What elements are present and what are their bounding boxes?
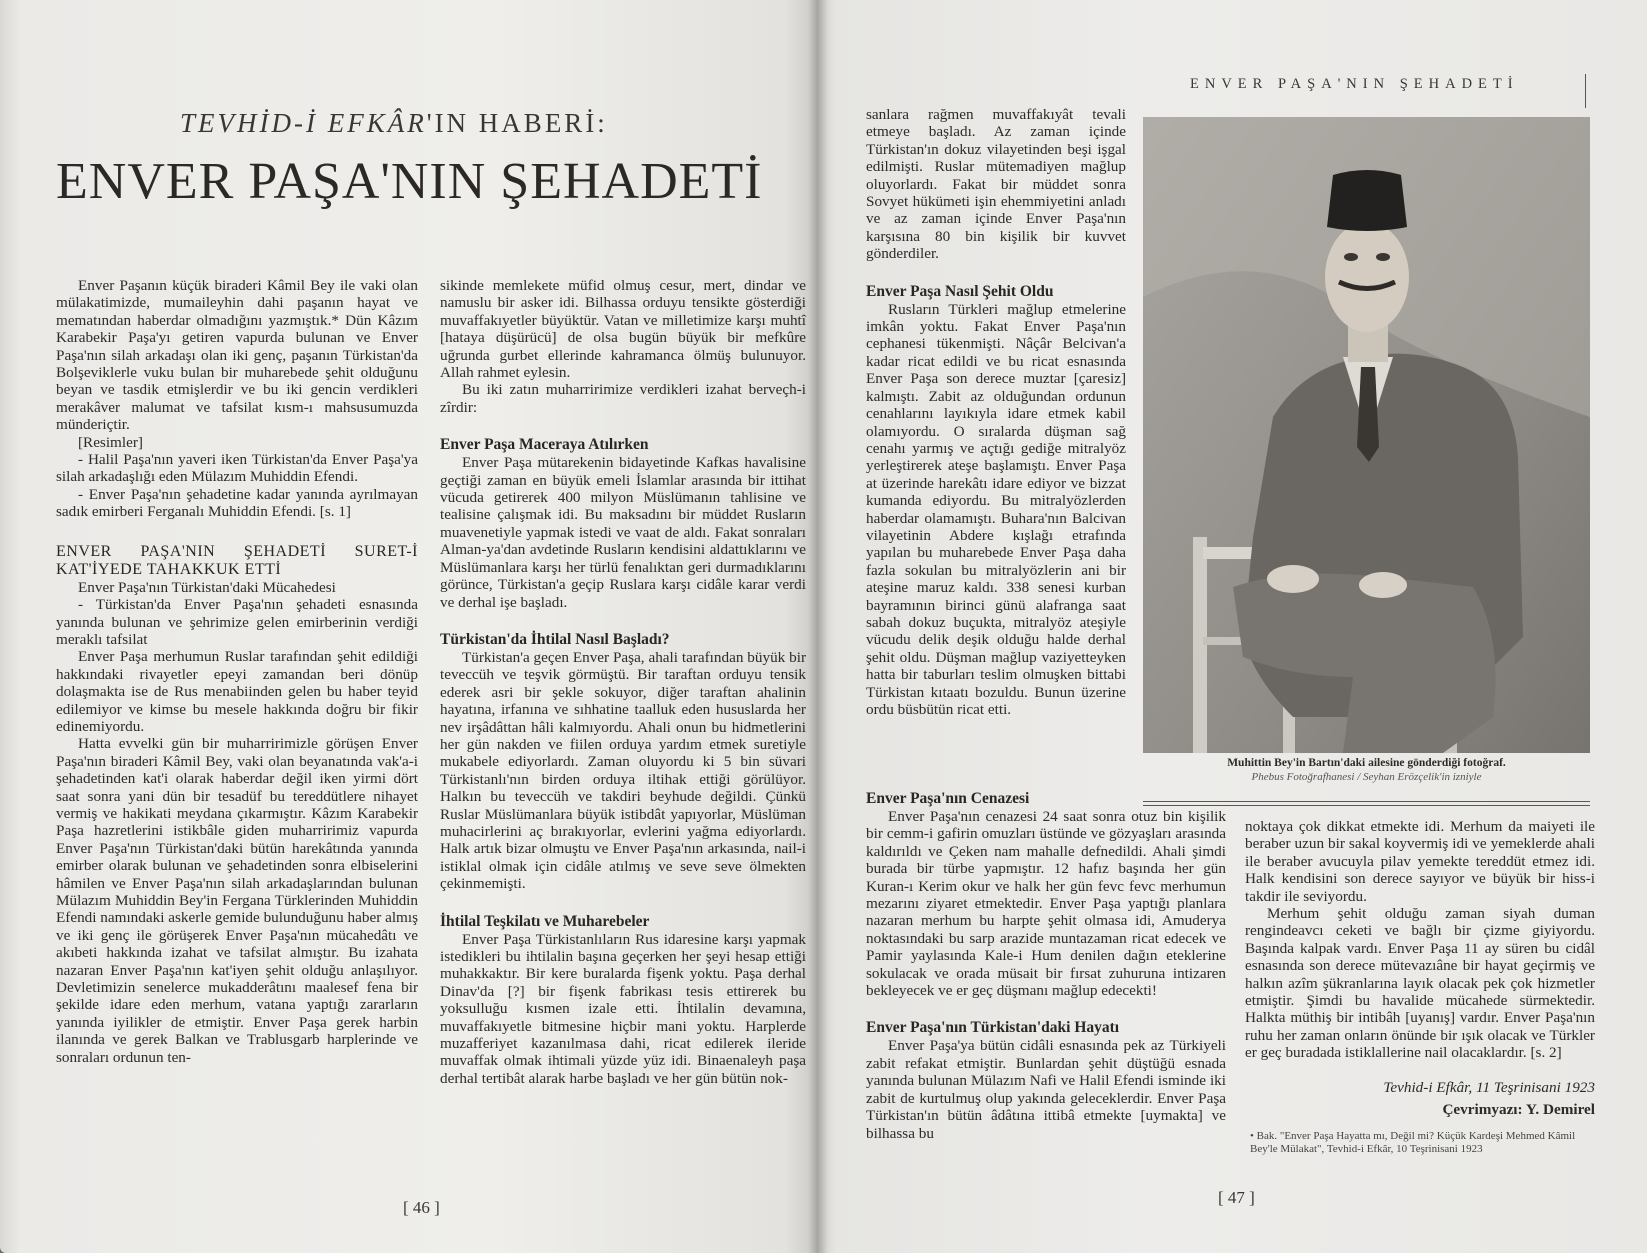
photo-caption [1143, 757, 1590, 783]
left-page [0, 0, 818, 1253]
subheading: Enver Paşa Nasıl Şehit Oldu [866, 282, 1054, 300]
caption-text: Muhittin Bey'in Bartın'daki ailesine gönderdiği fotoğraf. [1227, 757, 1506, 769]
section-subheading: Enver Paşa'nın Türkistan'daki Mücahedesi [78, 578, 336, 596]
photos-note: [Resimler] [78, 433, 143, 451]
running-head-rule [1585, 74, 1586, 108]
source-citation: Tevhid-i Efkâr, 11 Teşrinisani 1923 [1383, 1079, 1595, 1096]
portrait-illustration [1143, 117, 1590, 753]
body-paragraph: Enver Paşa Türkistanlıların Rus idaresine karşı yapmak istedikleri bu ihtilalin başına geçerken her şeyi hesap ettiği muhakkaktır. Bir kere buralarda fişenk yoktu. Paşa derhal Dinav'da [?] bir fişenk fabrikası tesis ettirerek bu yoksulluğu kısmen izale etti. İhtilalin devamına, muvaffakıyetle bitmesine hiçbir mani yoktu. Harplerde muzafferiyet kazanılmasa dahi, ricat edilerek ileride muvaffak olmak ihtimali yüzde yüz idi. Binaenaleyh paşa derhal tertibât alarak harbe başladı ve her gün bütün nok- [440, 930, 806, 1087]
right-column-1-top [866, 106, 1126, 718]
body-paragraph: Türkistan'a geçen Enver Paşa, ahali tarafından büyük bir teveccüh ve teşvik görmüştü. Bir taraftan orduyu tensik ederek asri bir şekle sokuyor, diğer taraftan ahalinin hayatına, irfanına ve sıhhatine taalluk eden hususlarda her nev irşâdâttan hâli kalmıyordu. Ahali onun bu hidmetlerini her gün nakden ve fiilen orduya yardım etmek suretiyle mukabele ediyorlardı. Zaman oluyordu ki 5 bin süvari Türkistanlı'nın birden orduya iltihak ettiği görülüyor. Halkın bu teveccüh ve takdiri beyhude değildi. Çünkü Ruslar Müslümanlara büyük istibdât yapıyorlar, Müslüman muhacirlerini aç bırakıyorlar, evlerini yağma ediyorlardı. Halk artık bizar olmuştu ve Enver Paşa'nın arkasında, nail-i istiklal olmak için cidâle atılmış ve seve seve ölmekten çekinmemişti. [440, 648, 806, 893]
running-head: ENVER PAŞA'NIN ŞEHADETİ [1190, 76, 1519, 92]
subheading: Enver Paşa Maceraya Atılırken [440, 436, 649, 454]
book-gutter [808, 0, 828, 1253]
body-paragraph: Enver Paşa'ya bütün cidâli esnasında pek az Türkiyeli zabit refakat etmiştir. Bunlardan şehit düştüğü esnada yanında bulunan Mülazım Nafi ve Halil Efendi isminde iki zabit de kurtulmuş olup yakında geleceklerdir. Enver Paşa Türkistan'ın bütün âdâtına ittibâ etmekte [uymakta] ve bilhassa bu [866, 1037, 1226, 1142]
article-kicker [180, 108, 700, 139]
right-column-2 [1245, 818, 1595, 1062]
body-paragraph: sikinde memlekete müfid olmuş cesur, mert, dindar ve namuslu bir asker idi. Bilhassa orduyu tensikte gösterdiği muvaffakıyetler büyüktür. Vatan ve milletimize karşı muhtî [hataya düşürücü] de olsa bugün büyük bir mefkûre uğrunda gurbet ellerinde kahramanca ölmüş bulunuyor. Allah rahmet eylesin. [440, 277, 806, 382]
photo-caption-2: - Enver Paşa'nın şehadetine kadar yanında ayrılmayan sadık emirberi Ferganalı Muhiddin Efendi. [s. 1] [56, 485, 418, 521]
body-paragraph: Bu iki zatın muharririmize verdikleri izahat berveçh-i zîrdir: [440, 381, 806, 416]
page-title: ENVER PAŞA'NIN ŞEHADETİ [56, 153, 763, 210]
subheading: Enver Paşa'nın Türkistan'daki Hayatı [866, 1019, 1120, 1037]
portrait-photo [1143, 117, 1590, 753]
translator-credit: Çevrimyazı: Y. Demirel [1442, 1101, 1595, 1118]
page-number: [ 47 ] [1218, 1188, 1255, 1207]
section-heading: ENVER PAŞA'NIN ŞEHADETİ SURET-İ KAT'İYEDE TAHAKKUK ETTİ [56, 542, 418, 578]
body-paragraph: Enver Paşa mütarekenin bidayetinde Kafkas havalisine geçtiği zaman en büyük emeli İslamlar arasında bir ittihat vücuda getirerek 400 milyon Müslümanın tahlisine ve tealisine çalışmak idi. Bu maksadını bir müddet Rusların muavenetiyle yapmak istedi ve vaat de aldı. Fakat sonraları Alman-ya'dan avdetinde Rusların kendisini aldattıklarını ve Müslümanlara karşı her türlü fenalıktan geri durmadıklarını görünce, Türkistan'a geçip Ruslara karşı cidâle karar verdi ve derhal işe başladı. [440, 454, 806, 611]
subheading: İhtilal Teşkilatı ve Muharebeler [440, 912, 650, 930]
body-paragraph: - Türkistan'da Enver Paşa'nın şehadeti esnasında yanında bulunan ve şehrimize gelen emirberinin verdiği meraklı tafsilat [56, 596, 418, 648]
body-paragraph: Merhum şehit olduğu zaman siyah duman rengindeavcı ceketi ve bağlı bir çizme giyiyordu. Başında kalpak vardı. Enver Paşa 11 ay süren bu cidâl esnasında son derece mütevazıâne bir hayat geçirmiş ve halkın azîm şükranlarına layık olacak pek çok hizmetler etmiştir. Şimdi bu havalide mücahede sürmektedir. Halkta müthiş bir intibâh [uyanış] vardır. Enver Paşa'nın ruhu her zaman onların önünde bir ışık olacak ve Türkler er geç buradada istiklallerine nail olacaklardır. [s. 2] [1245, 905, 1595, 1062]
subheading: Enver Paşa'nın Cenazesi [866, 790, 1030, 807]
page-number: [ 46 ] [403, 1198, 440, 1217]
kicker-newspaper: TEVHİD-İ EFKÂR [180, 108, 427, 138]
body-paragraph: noktaya çok dikkat etmekte idi. Merhum da maiyeti ile beraber uzun bir sakal koyvermiş idi ve yemeklerde ahali ile beraber avucuyla pilav yemekte tereddüt etmez idi. Halk kendisini son derece sayıyor ve büyük bir hiss-i takdir ile seviyordu. [1245, 818, 1595, 905]
left-column-1 [56, 277, 418, 1066]
body-paragraph: Hatta evvelki gün bir muharririmizle görüşen Enver Paşa'nın biraderi Kâmil Bey, vaki olan beyanatında vak'a-i şehadetinden kat'i olarak haberdar değil iken yirmi dört saat sonra yani dün bir tesadüf bu tereddütlere nihayet vermiş ve hakikati meydana çıkarmıştır. Kâzım Karabekir Paşa hazretlerini istikbâle giden muharririmiz vapurda Enver Paşa'nın Türkistan'daki bütün harekâtında yanında emirber olarak bulunan ve şehadetinden sonra elbiselerini hâmilen ve Enver Paşa'nın silah arkadaşlarından bulunan Mülazım Muhiddin Bey'in Fergana Türklerinden Muhiddin Efendi namındaki askerle gemide bulunduğunu haber almış ve iki genç ile görüşerek Enver Paşa'nın mücahedâtı ve akıbeti hakkında izahat ve tafsilat almıştır. Bu izahata nazaran Enver Paşa'nın kat'iyen şehit olduğu anlaşılıyor. Devletimizin senelerce mukadderâtını maalesef fena bir şekilde idare eden merhum, vatana yaptığı zararların yanında iyilikler de etmiştir. Enver Paşa gerek harbin ilanında ve gerek Balkan ve Trablusgarb harplerinde ve sonraları ordunun ten- [56, 735, 418, 1066]
footnote-marker: • [1250, 1130, 1257, 1142]
body-paragraph: Enver Paşa'nın cenazesi 24 saat sonra otuz bin kişilik bir cemm-i gafirin omuzları üstünde ve gözyaşları arasında kaldırıldı ve Çeken nam mahalle defnedildi. Ahali şimdi burada bir türbe yapmıştır. 12 hafız başında her gün Kuran-ı Kerim okur ve halk her gün fevc fevc merhumun mezarını ziyaret etmektedir. Enver Paşa yaptığı planlara nazaran merhum bu harpte şehit olmasa idi, Amuderya noktasındaki bu sarp arazide muntazaman ricat edecek ve Pamir yaylasında Kale-i Hum denilen dağın eteklerine sokulacak ve orada müsait bir fırsat zuhuruna intizaren bekleyecek ve er geç düşmanı mağlup edecekti! [866, 808, 1226, 1000]
body-paragraph: sanlara rağmen muvaffakıyât tevali etmeye başladı. Az zaman içinde Türkistan'ın dokuz vilayetinden beşi işgal edilmişti. Ruslar mütemadiyen mağlup oluyorlardı. Fakat bir müddet sonra Sovyet hükümeti işin ehemmiyetini anladı ve az zaman içinde Enver Paşa'nın karşısına 80 bin kişilik bir kuvvet gönderdiler. [866, 106, 1126, 263]
right-column-1-bottom [866, 790, 1226, 1142]
body-paragraph: Rusların Türkleri mağlup etmelerine imkân yoktu. Fakat Enver Paşa'nın cephanesi tükenmişti. Nâçâr Belcivan'a kadar ricat edildi ve bu ricat esnasında Enver Paşa son derece muztar [çaresiz] kalmıştı. Zabit az olduğundan ordunun cenahlarını layıkıyla idare etmek kabil olamıyordu. O sıralarda düşman sağ cenahı yarmış ve açtığı gediğe mitralyöz yerleştirerek ateşe başlamıştı. Enver Paşa at üzerinde harekâtı idare ediyor ve bizzat kumanda ediyordu. Bu mitralyözlerden haberdar olamamıştı. Buhara'nın Balcivan vilayetinin Abdere kışlağı etrafında yapılan bu muharebede Enver Paşa daha fazla sokulan bu mitralyözlerin ani bir ateşine maruz kaldı. 338 senesi kurban bayramının birinci günü alafranga saat sabah dokuz buçukta, mitralyöz ateşiyle vücudu delik deşik olduğu halde derhal şehit oldu. Düşman mağlup vaziyetteyken hatta bir taburları teslim olmuşken bittabi Türkistan kıtaatı bozuldu. Bunun üzerine ordu büsbütün ricat etti. [866, 300, 1126, 718]
left-column-2 [440, 277, 806, 1087]
caption-credit: Phebus Fotoğrafhanesi / Seyhan Erözçelik'in izniyle [1251, 771, 1482, 783]
footnote-text: Bak. "Enver Paşa Hayatta mı, Değil mi? Küçük Kardeşi Mehmed Kâmil Bey'le Mülakat", Tevhid-i Efkâr, 10 Teşrinisani 1923 [1250, 1130, 1576, 1155]
kicker-rest: 'IN HABERİ: [426, 108, 608, 138]
footnote [1250, 1130, 1600, 1156]
photo-caption-1: - Halil Paşa'nın yaveri iken Türkistan'da Enver Paşa'ya silah arkadaşlığı eden Mülazım Muhiddin Efendi. [56, 451, 418, 486]
subheading: Türkistan'da İhtilal Nasıl Başladı? [440, 630, 670, 648]
body-paragraph: Enver Paşa merhumun Ruslar tarafından şehit edildiği hakkındaki rivayetler epeyi zamandan beri dönüp dolaşmakta ise de Rus menabiinden gelen bu haber teyid edilemiyor ve kimse bu mesele hakkında doğru bir fikir edinemiyordu. [56, 648, 418, 735]
intro-paragraph: Enver Paşanın küçük biraderi Kâmil Bey ile vaki olan mülakatimizde, mumaileyhin dahi paşanın hayat ve mematından haberdar olmadığını yazmıştık.* Dün Kâzım Karabekir Paşa'yı getiren vapurda bulunan ve Enver Paşa'nın silah arkadaşı olan iki genç, paşanın Türkistan'da Bolşeviklerle vuku bulan bir muharebede şehit olduğunu beyan ve tasdik etmişlerdir ve bu iki gencin verdikleri merakâver malumat ve tafsilat kısm-ı mahsusumuzda münderiçtir. [56, 277, 418, 434]
